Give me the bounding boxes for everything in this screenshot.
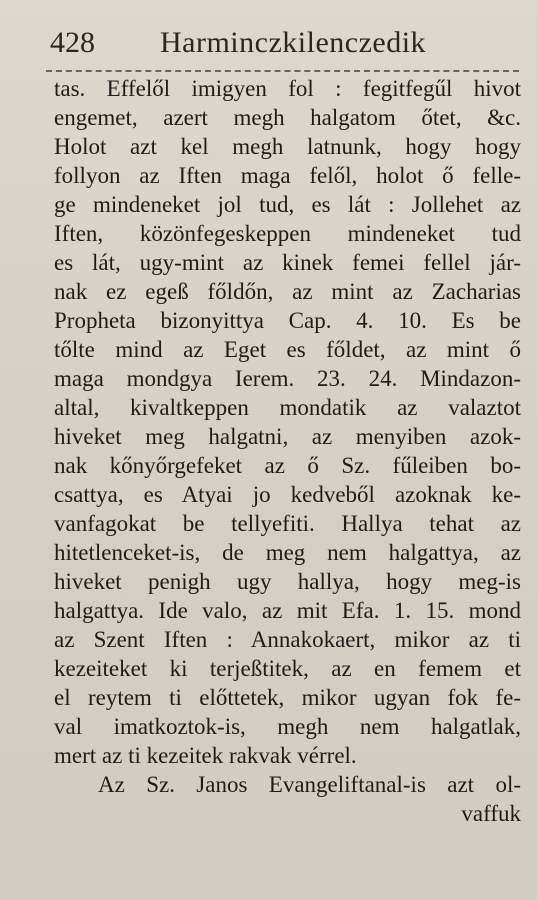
text-line: vanfagokat be tellyefiti. Hallya tehat az xyxy=(54,511,521,536)
header-rule xyxy=(46,70,519,72)
text-line: altal, kivaltkeppen mondatik az valaztot xyxy=(54,395,521,420)
text-line: engemet, azert megh halgatom őtet, &c. xyxy=(54,105,521,130)
page-number: 428 xyxy=(50,26,95,59)
text-line: nak ez egeß főldőn, az mint az Zacharias xyxy=(54,279,521,304)
text-line: Iften, közönfegeskeppen mindeneket tud xyxy=(54,221,521,246)
text-line: mert az ti kezeitek rakvak vérrel. xyxy=(54,743,357,768)
text-line: hitetlenceket-is, de meg nem halgattya, az xyxy=(54,540,521,565)
text-line: csattya, es Atyai jo kedveből azoknak ke- xyxy=(54,482,521,507)
text-line: nak kőnyőrgefeket az ő Sz. fűleiben bo- xyxy=(54,453,521,478)
text-line: val imatkoztok-is, megh nem halgatlak, xyxy=(54,714,521,739)
text-line: follyon az Iften maga felől, holot ő felle- xyxy=(54,163,521,188)
text-line: maga mondgya Ierem. 23. 24. Mindazon- xyxy=(54,366,521,391)
text-line: hiveket penigh ugy hallya, hogy meg-is xyxy=(54,569,521,594)
text-line: Propheta bizonyittya Cap. 4. 10. Es be xyxy=(54,308,521,333)
text-line: Az Sz. Janos Evangeliftanal-is azt ol- xyxy=(98,772,521,797)
running-title: Harminczkilenczedik xyxy=(160,26,427,59)
text-line: tas. Effelől imigyen fol : fegitfegűl hivot xyxy=(54,76,521,101)
text-line: ge mindeneket jol tud, es lát : Jollehet az xyxy=(54,192,521,217)
text-line: az Szent Iften : Annakokaert, mikor az ti xyxy=(54,627,521,652)
catchword: vaffuk xyxy=(461,801,521,826)
text-line: kezeiteket ki terjeßtitek, az en femem et xyxy=(54,656,521,681)
running-head xyxy=(50,22,487,62)
text-line: el reytem ti előttetek, mikor ugyan fok fe- xyxy=(54,685,521,710)
text-line: hiveket meg halgatni, az menyiben azok- xyxy=(54,424,521,449)
text-line: es lát, ugy-mint az kinek femei fellel jár- xyxy=(54,250,521,275)
text-line: tőlte mind az Eget es főldet, az mint ő xyxy=(54,337,521,362)
text-line: halgattya. Ide valo, az mit Efa. 1. 15. mond xyxy=(54,598,521,623)
body-text xyxy=(54,74,521,828)
text-line: Holot azt kel megh latnunk, hogy hogy xyxy=(54,134,521,159)
